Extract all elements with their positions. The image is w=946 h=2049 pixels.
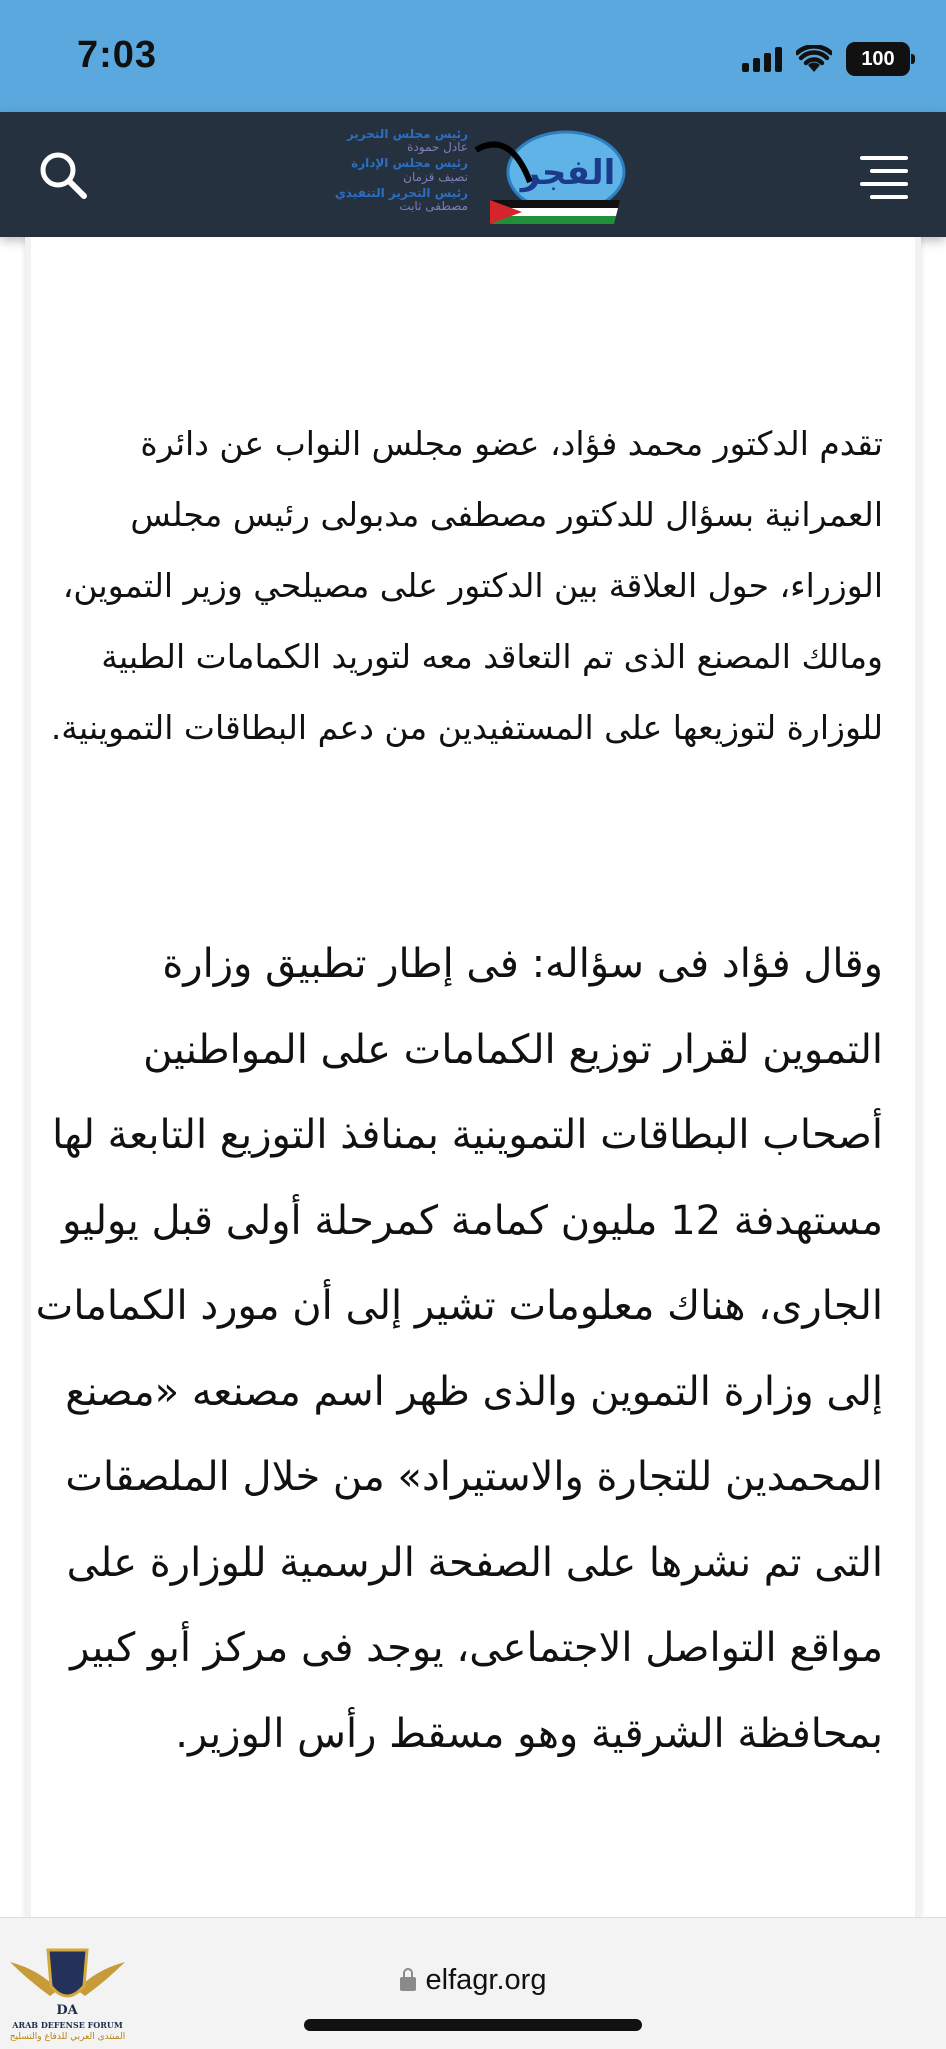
watermark-logo bbox=[0, 1940, 135, 2048]
site-header bbox=[0, 112, 946, 237]
url-text: elfagr.org bbox=[425, 1964, 547, 1996]
browser-address-bar[interactable] bbox=[0, 1917, 946, 2049]
signal-icon bbox=[742, 46, 782, 72]
credit-name-1: عادل حمودة bbox=[407, 140, 468, 155]
battery-icon: 100 bbox=[846, 42, 910, 76]
hamburger-menu-icon bbox=[860, 156, 908, 199]
article-paragraph-2: وقال فؤاد فى سؤاله: فى إطار تطبيق وزارة التموين لقرار توزيع الكمامات على المواطنين أصحاب البطاقات التموينية بمنافذ التوزيع التابعة لها مستهدفة 12 مليون كمامة كمرحلة أولى قبل يوليو الجارى، هناك معلومات تشير إلى أن مورد الكمامات إلى وزارة التموين والذى ظهر اسم مصنعه «مصنع المحمدين للتجارة والاستيراد» من خلال الملصقات التى تم نشرها على الصفحة الرسمية للوزارة على مواقع التواصل الاجتماعى، يوجد فى مركز أبو كبير بمحافظة الشرقية وهو مسقط رأس الوزير. bbox=[35, 941, 883, 1757]
lock-icon bbox=[400, 1977, 416, 1991]
credit-name-2: نصيف قزمان bbox=[403, 169, 468, 184]
search-button[interactable] bbox=[38, 150, 88, 200]
status-icons bbox=[742, 42, 910, 76]
watermark-en: ARAB DEFENSE FORUM bbox=[12, 2020, 123, 2030]
logo-text: الفجر bbox=[520, 153, 616, 193]
home-indicator[interactable] bbox=[304, 2019, 642, 2031]
menu-button[interactable] bbox=[860, 156, 908, 196]
status-time: 7:03 bbox=[77, 34, 158, 76]
site-logo[interactable] bbox=[310, 122, 640, 230]
credit-title-1: رئيس مجلس التحرير bbox=[346, 127, 468, 141]
search-icon bbox=[38, 150, 88, 200]
credit-name-3: مصطفى ثابت bbox=[399, 198, 468, 213]
watermark-ar: المنتدى العربي للدفاع والتسليح bbox=[9, 2032, 126, 2042]
logo-emblem-icon bbox=[470, 122, 630, 226]
article-content bbox=[25, 237, 921, 1917]
editorial-credits bbox=[310, 128, 468, 216]
credit-title-3: رئيس التحرير التنفيذي bbox=[334, 185, 468, 200]
arab-defense-forum-emblem-icon bbox=[0, 1940, 135, 2020]
credit-title-2: رئيس مجلس الإدارة bbox=[351, 156, 468, 171]
wifi-icon bbox=[796, 45, 832, 73]
status-bar bbox=[0, 0, 946, 112]
url-display[interactable] bbox=[0, 1964, 946, 1997]
article-paragraph-1: تقدم الدكتور محمد فؤاد، عضو مجلس النواب عن دائرة العمرانية بسؤال للدكتور مصطفى مدبولى رئيس مجلس الوزراء، حول العلاقة بين الدكتور على مصيلحي وزير التموين، ومالك المصنع الذى تم التعاقد معه لتوريد الكمامات الطبية للوزارة لتوزيعها على المستفيدين من دعم البطاقات التموينية. bbox=[50, 424, 883, 747]
watermark-initials: DA bbox=[56, 2003, 78, 2018]
